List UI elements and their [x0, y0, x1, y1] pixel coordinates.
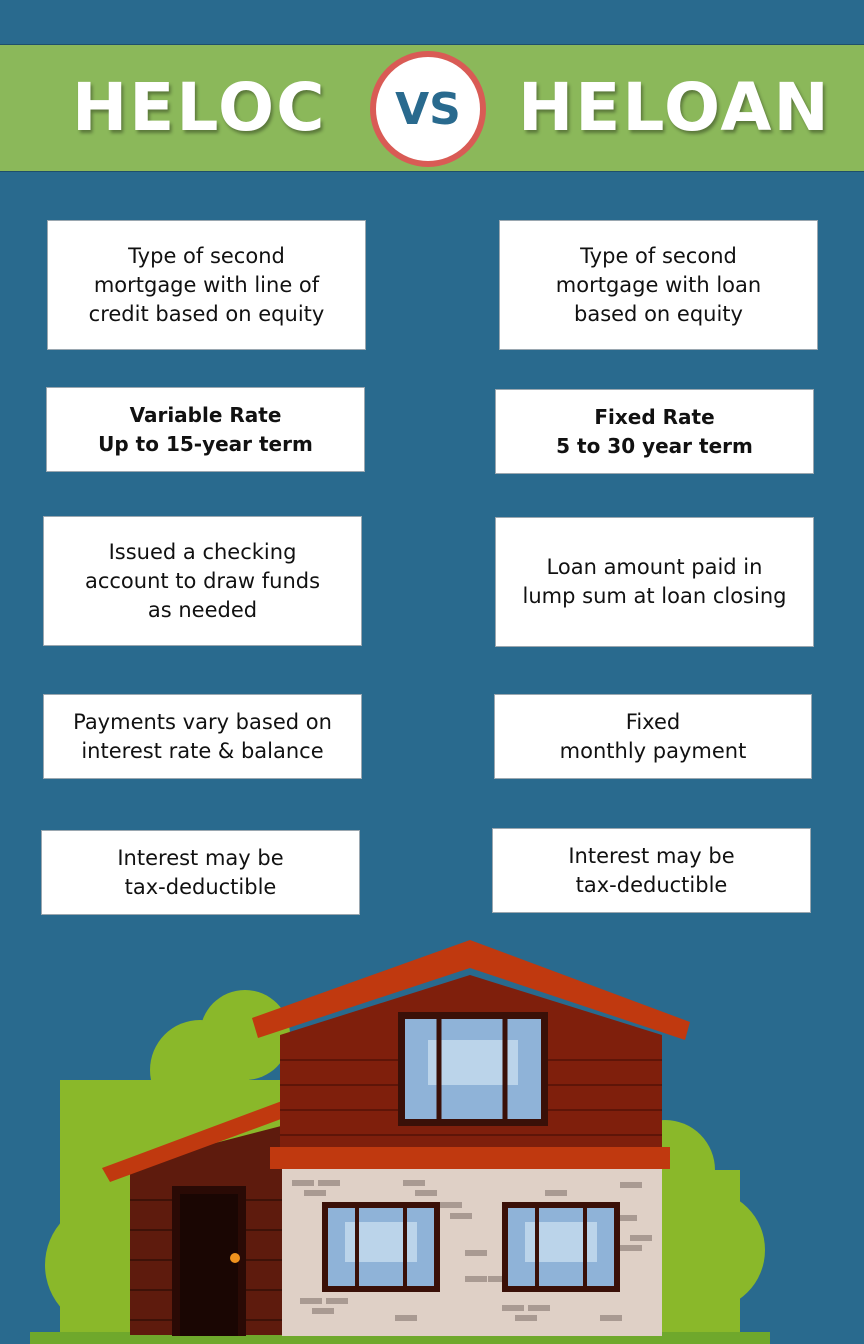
heloc-card-funds — [43, 516, 362, 646]
heloan-card-payments — [494, 694, 812, 779]
heloan-card-text: Type of second mortgage with loan based on equity — [555, 243, 762, 326]
house-icon — [0, 930, 864, 1344]
heloan-card-text: Interest may be tax-deductible — [568, 843, 735, 897]
heloc-card-text: Issued a checking account to draw funds as needed — [84, 539, 321, 622]
door-knob — [230, 1253, 240, 1263]
heloc-card-text: Type of second mortgage with line of credit based on equity — [88, 243, 325, 326]
heloan-card-text: Fixed monthly payment — [559, 709, 747, 763]
heloc-card-payments — [43, 694, 362, 779]
heloc-card-interest — [41, 830, 360, 915]
window-right — [502, 1202, 620, 1292]
heloc-card-type — [47, 220, 366, 350]
heloc-card-rate — [46, 387, 365, 472]
heloan-card-text: Loan amount paid in lump sum at loan closing — [522, 555, 787, 608]
heloc-card-text: Payments vary based on interest rate & balance — [73, 709, 332, 763]
window-left — [322, 1202, 440, 1292]
heloan-card-text: Fixed Rate 5 to 30 year term — [556, 404, 753, 458]
lower-floor — [270, 1147, 670, 1336]
header-banner — [0, 44, 864, 172]
heloc-card-text: Interest may be tax-deductible — [117, 845, 284, 899]
heloan-card-rate — [495, 389, 814, 474]
vs-badge: VS — [370, 51, 486, 167]
door — [172, 1186, 246, 1336]
heloc-card-text: Variable Rate Up to 15-year term — [98, 402, 313, 456]
heloan-card-type — [499, 220, 818, 350]
heloan-title: HELOAN — [518, 69, 831, 146]
heloan-card-interest — [492, 828, 811, 913]
heloc-title: HELOC — [72, 69, 327, 146]
upper-floor — [252, 940, 690, 1155]
heloan-card-lump-sum — [495, 517, 814, 647]
